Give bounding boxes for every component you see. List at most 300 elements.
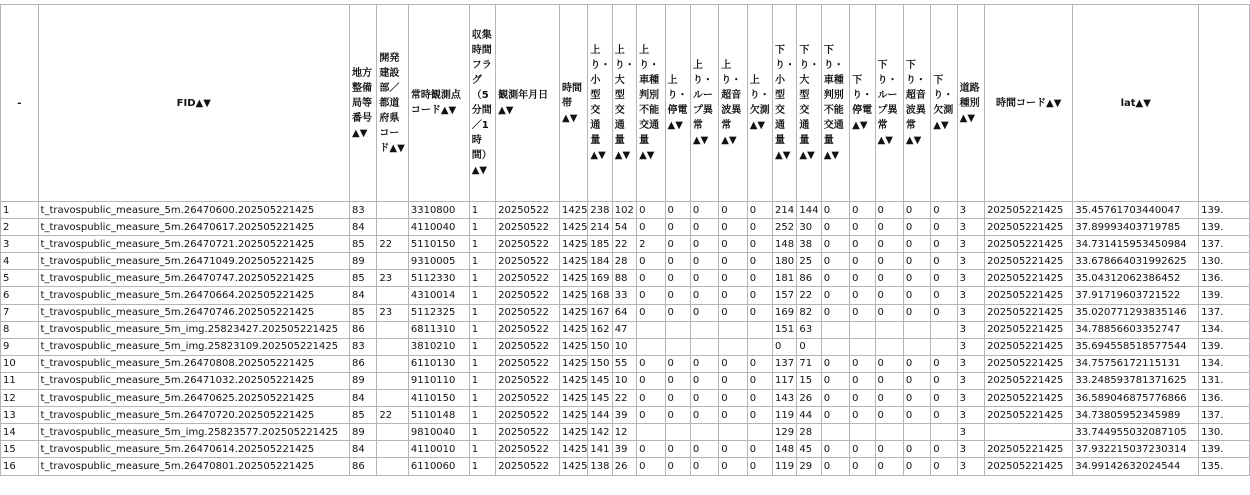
cell-lon: 139.: [1199, 441, 1250, 458]
cell-c9: 0: [637, 441, 665, 458]
table-row[interactable]: [1, 287, 1250, 304]
cell-fid: t_travospublic_measure_5m.26470801.202505221425: [38, 458, 349, 475]
cell-c7: 150: [588, 355, 612, 372]
cell-c1: 85: [350, 236, 377, 253]
cell-c17: 0: [850, 219, 875, 236]
cell-c2: [377, 321, 408, 338]
cell-c22: 202505221425: [985, 219, 1073, 236]
cell-c22: 202505221425: [985, 253, 1073, 270]
table-row[interactable]: [1, 338, 1250, 355]
cell-c1: 84: [350, 441, 377, 458]
cell-c9: 0: [637, 253, 665, 270]
cell-c6: 1425: [560, 458, 588, 475]
cell-idx: 2: [1, 219, 39, 236]
cell-c17: 0: [850, 253, 875, 270]
cell-idx: 15: [1, 441, 39, 458]
cell-c4: 1: [469, 372, 495, 389]
cell-c19: [903, 338, 930, 355]
cell-c20: 0: [931, 202, 957, 219]
cell-fid: t_travospublic_measure_5m_img.25823427.202505221425: [38, 321, 349, 338]
cell-c13: 0: [747, 458, 772, 475]
cell-c14: 119: [773, 458, 797, 475]
cell-c17: 0: [850, 287, 875, 304]
table-row[interactable]: [1, 304, 1250, 321]
table-row[interactable]: [1, 407, 1250, 424]
column-header-c9[interactable]: 上り・車種判別不能交通量▲▼: [637, 5, 665, 202]
cell-c1: 83: [350, 338, 377, 355]
cell-c12: 0: [719, 372, 747, 389]
cell-lat: 35.45761703440047: [1073, 202, 1199, 219]
cell-c18: 0: [875, 441, 903, 458]
cell-c6: 1425: [560, 219, 588, 236]
table-row[interactable]: [1, 390, 1250, 407]
table-row[interactable]: [1, 253, 1250, 270]
cell-c6: 1425: [560, 270, 588, 287]
cell-c14: 214: [773, 202, 797, 219]
cell-c17: [850, 321, 875, 338]
cell-c9: 0: [637, 202, 665, 219]
cell-c7: 169: [588, 270, 612, 287]
cell-lat: 34.731415953450984: [1073, 236, 1199, 253]
cell-c19: 0: [903, 372, 930, 389]
cell-c7: 141: [588, 441, 612, 458]
cell-c14: 157: [773, 287, 797, 304]
cell-c7: 144: [588, 407, 612, 424]
cell-c22: 202505221425: [985, 270, 1073, 287]
cell-c17: 0: [850, 355, 875, 372]
cell-c9: [637, 424, 665, 441]
cell-c12: 0: [719, 390, 747, 407]
cell-c20: [931, 321, 957, 338]
column-header-c19[interactable]: 下り・超音波異常▲▼: [903, 5, 930, 202]
cell-lat: 35.04312062386452: [1073, 270, 1199, 287]
cell-c6: 1425: [560, 372, 588, 389]
cell-c21: 3: [957, 202, 984, 219]
cell-c3: 6811310: [408, 321, 469, 338]
cell-c3: 6110060: [408, 458, 469, 475]
cell-c2: [377, 355, 408, 372]
cell-c17: 0: [850, 304, 875, 321]
cell-c6: 1425: [560, 202, 588, 219]
cell-lon: 135.: [1199, 458, 1250, 475]
cell-c1: 84: [350, 390, 377, 407]
cell-c9: 0: [637, 219, 665, 236]
cell-c12: [719, 321, 747, 338]
column-header-c16[interactable]: 下り・車種判別不能交通量▲▼: [821, 5, 849, 202]
cell-c17: 0: [850, 372, 875, 389]
cell-c8: 26: [612, 458, 636, 475]
cell-c10: 0: [665, 407, 690, 424]
cell-c14: 143: [773, 390, 797, 407]
cell-c8: 102: [612, 202, 636, 219]
cell-c8: 12: [612, 424, 636, 441]
cell-fid: t_travospublic_measure_5m.26470664.202505221425: [38, 287, 349, 304]
cell-c17: 0: [850, 407, 875, 424]
cell-c18: 0: [875, 253, 903, 270]
cell-c13: 0: [747, 253, 772, 270]
column-header-c4[interactable]: 収集時間フラグ（5分間／1時間）▲▼: [469, 5, 495, 202]
cell-c10: 0: [665, 372, 690, 389]
cell-c8: 64: [612, 304, 636, 321]
cell-c6: 1425: [560, 424, 588, 441]
column-header-c5[interactable]: 観測年月日▲▼: [496, 5, 560, 202]
cell-c21: 3: [957, 236, 984, 253]
table-row[interactable]: [1, 202, 1250, 219]
cell-c22: 202505221425: [985, 338, 1073, 355]
cell-lat: 34.78856603352747: [1073, 321, 1199, 338]
cell-c4: 1: [469, 338, 495, 355]
cell-c15: 26: [797, 390, 821, 407]
cell-lon: 131.: [1199, 372, 1250, 389]
cell-c11: 0: [690, 304, 718, 321]
cell-lat: 34.73805952345989: [1073, 407, 1199, 424]
cell-c3: 9810040: [408, 424, 469, 441]
cell-c5: 20250522: [496, 304, 560, 321]
cell-c21: 3: [957, 253, 984, 270]
cell-c3: 5112325: [408, 304, 469, 321]
cell-idx: 16: [1, 458, 39, 475]
cell-c22: 202505221425: [985, 458, 1073, 475]
cell-c16: 0: [821, 287, 849, 304]
cell-lat: 35.694558518577544: [1073, 338, 1199, 355]
cell-c14: 119: [773, 407, 797, 424]
cell-idx: 1: [1, 202, 39, 219]
cell-c20: [931, 338, 957, 355]
cell-c4: 1: [469, 270, 495, 287]
cell-c18: [875, 338, 903, 355]
cell-c13: 0: [747, 236, 772, 253]
cell-c11: 0: [690, 458, 718, 475]
cell-c2: 22: [377, 236, 408, 253]
cell-c7: 185: [588, 236, 612, 253]
cell-c20: 0: [931, 270, 957, 287]
cell-c2: 23: [377, 304, 408, 321]
cell-c4: 1: [469, 458, 495, 475]
cell-c20: 0: [931, 219, 957, 236]
column-header-lat[interactable]: lat▲▼: [1073, 5, 1199, 202]
cell-c11: 0: [690, 390, 718, 407]
cell-c10: 0: [665, 202, 690, 219]
column-header-c21[interactable]: 道路種別▲▼: [957, 5, 984, 202]
cell-fid: t_travospublic_measure_5m.26470721.202505221425: [38, 236, 349, 253]
cell-c7: 150: [588, 338, 612, 355]
cell-c2: [377, 441, 408, 458]
cell-c17: 0: [850, 202, 875, 219]
cell-c5: 20250522: [496, 424, 560, 441]
cell-c5: 20250522: [496, 253, 560, 270]
cell-c22: 202505221425: [985, 355, 1073, 372]
table-row[interactable]: [1, 321, 1250, 338]
column-header-c2[interactable]: 開発建設部／都道府県コード▲▼: [377, 5, 408, 202]
column-header-c1[interactable]: 地方整備局等番号▲▼: [350, 5, 377, 202]
cell-idx: 8: [1, 321, 39, 338]
cell-c4: 1: [469, 390, 495, 407]
cell-c12: 0: [719, 355, 747, 372]
cell-lon: 134.: [1199, 321, 1250, 338]
cell-c15: 22: [797, 287, 821, 304]
cell-c19: 0: [903, 304, 930, 321]
cell-c20: 0: [931, 390, 957, 407]
cell-c15: 82: [797, 304, 821, 321]
column-header-c6[interactable]: 時間帯▲▼: [560, 5, 588, 202]
cell-c21: 3: [957, 270, 984, 287]
cell-c14: 180: [773, 253, 797, 270]
cell-c10: 0: [665, 458, 690, 475]
cell-idx: 12: [1, 390, 39, 407]
cell-c7: 142: [588, 424, 612, 441]
cell-c4: 1: [469, 287, 495, 304]
cell-c10: [665, 321, 690, 338]
column-header-c20[interactable]: 下り・欠測▲▼: [931, 5, 957, 202]
cell-c17: 0: [850, 441, 875, 458]
cell-c18: [875, 321, 903, 338]
cell-c20: 0: [931, 236, 957, 253]
cell-c7: 167: [588, 304, 612, 321]
cell-c5: 20250522: [496, 202, 560, 219]
cell-c10: 0: [665, 390, 690, 407]
cell-c16: 0: [821, 458, 849, 475]
cell-c22: 202505221425: [985, 287, 1073, 304]
cell-c10: 0: [665, 355, 690, 372]
cell-c11: 0: [690, 287, 718, 304]
cell-lon: 139.: [1199, 287, 1250, 304]
cell-c18: 0: [875, 202, 903, 219]
column-header-c18[interactable]: 下り・ループ異常▲▼: [875, 5, 903, 202]
cell-c12: 0: [719, 407, 747, 424]
cell-c10: [665, 424, 690, 441]
cell-c13: 0: [747, 287, 772, 304]
cell-c9: 0: [637, 407, 665, 424]
cell-c16: 0: [821, 304, 849, 321]
cell-c4: 1: [469, 407, 495, 424]
cell-c11: 0: [690, 219, 718, 236]
cell-c2: [377, 202, 408, 219]
cell-c13: 0: [747, 372, 772, 389]
cell-c4: 1: [469, 321, 495, 338]
table-row[interactable]: [1, 355, 1250, 372]
cell-c13: 0: [747, 441, 772, 458]
column-header-c12[interactable]: 上り・超音波異常▲▼: [719, 5, 747, 202]
cell-c3: 6110130: [408, 355, 469, 372]
column-header-idx[interactable]: -: [1, 5, 39, 202]
cell-lat: 33.248593781371625: [1073, 372, 1199, 389]
cell-c5: 20250522: [496, 287, 560, 304]
cell-c11: [690, 321, 718, 338]
cell-c3: 9110110: [408, 372, 469, 389]
cell-c21: 3: [957, 407, 984, 424]
cell-c9: [637, 338, 665, 355]
cell-c8: 47: [612, 321, 636, 338]
cell-c4: 1: [469, 253, 495, 270]
cell-c3: 4310014: [408, 287, 469, 304]
column-header-c7[interactable]: 上り・小型交通量▲▼: [588, 5, 612, 202]
cell-c1: 83: [350, 202, 377, 219]
cell-c15: 45: [797, 441, 821, 458]
table-row[interactable]: [1, 219, 1250, 236]
cell-lon: 139.: [1199, 338, 1250, 355]
cell-c15: 29: [797, 458, 821, 475]
cell-c1: 84: [350, 287, 377, 304]
cell-lat: 37.932215037230314: [1073, 441, 1199, 458]
cell-c15: 0: [797, 338, 821, 355]
cell-lon: 136.: [1199, 390, 1250, 407]
cell-c17: [850, 338, 875, 355]
cell-c1: 86: [350, 321, 377, 338]
cell-c4: 1: [469, 219, 495, 236]
cell-c8: 39: [612, 407, 636, 424]
cell-c16: 0: [821, 441, 849, 458]
cell-c2: 22: [377, 407, 408, 424]
cell-c3: 4110150: [408, 390, 469, 407]
cell-c1: 89: [350, 253, 377, 270]
cell-c16: 0: [821, 407, 849, 424]
cell-c11: 0: [690, 253, 718, 270]
cell-c1: 89: [350, 372, 377, 389]
cell-c11: 0: [690, 270, 718, 287]
cell-c11: 0: [690, 202, 718, 219]
cell-c10: 0: [665, 441, 690, 458]
cell-c18: 0: [875, 355, 903, 372]
cell-c21: 3: [957, 355, 984, 372]
cell-c6: 1425: [560, 355, 588, 372]
cell-lon: 137.: [1199, 407, 1250, 424]
cell-fid: t_travospublic_measure_5m_img.25823577.202505221425: [38, 424, 349, 441]
column-header-c14[interactable]: 下り・小型交通量▲▼: [773, 5, 797, 202]
cell-lat: 37.89993403719785: [1073, 219, 1199, 236]
cell-c13: 0: [747, 304, 772, 321]
cell-idx: 4: [1, 253, 39, 270]
cell-c21: 3: [957, 390, 984, 407]
cell-c15: 15: [797, 372, 821, 389]
cell-c19: 0: [903, 202, 930, 219]
cell-c16: 0: [821, 236, 849, 253]
cell-c10: 0: [665, 253, 690, 270]
cell-c10: 0: [665, 236, 690, 253]
cell-c3: 3810210: [408, 338, 469, 355]
column-header-c15[interactable]: 下り・大型交通量▲▼: [797, 5, 821, 202]
cell-c13: 0: [747, 355, 772, 372]
column-header-c3[interactable]: 常時観測点コード▲▼: [408, 5, 469, 202]
cell-c16: [821, 338, 849, 355]
cell-c10: [665, 338, 690, 355]
column-header-c11[interactable]: 上り・ループ異常▲▼: [690, 5, 718, 202]
cell-c2: [377, 219, 408, 236]
cell-c20: 0: [931, 458, 957, 475]
cell-c5: 20250522: [496, 236, 560, 253]
column-header-c17[interactable]: 下り・停電▲▼: [850, 5, 875, 202]
column-header-c13[interactable]: 上り・欠測▲▼: [747, 5, 772, 202]
column-header-c8[interactable]: 上り・大型交通量▲▼: [612, 5, 636, 202]
table-row[interactable]: [1, 441, 1250, 458]
cell-lon: 136.: [1199, 270, 1250, 287]
cell-c14: 252: [773, 219, 797, 236]
cell-c16: 0: [821, 390, 849, 407]
cell-c18: 0: [875, 458, 903, 475]
cell-c20: 0: [931, 304, 957, 321]
column-header-c10[interactable]: 上り・停電▲▼: [665, 5, 690, 202]
cell-c14: 117: [773, 372, 797, 389]
column-header-fid[interactable]: FID▲▼: [38, 5, 349, 202]
cell-c19: 0: [903, 219, 930, 236]
table-row[interactable]: [1, 236, 1250, 253]
cell-c14: 148: [773, 236, 797, 253]
cell-c16: 0: [821, 219, 849, 236]
cell-c5: 20250522: [496, 441, 560, 458]
cell-c15: 144: [797, 202, 821, 219]
cell-c12: 0: [719, 304, 747, 321]
column-header-c22[interactable]: 時間コード▲▼: [985, 5, 1073, 202]
cell-lat: 35.020771293835146: [1073, 304, 1199, 321]
cell-c7: 138: [588, 458, 612, 475]
cell-c18: 0: [875, 304, 903, 321]
cell-c3: 5112330: [408, 270, 469, 287]
table-row[interactable]: [1, 270, 1250, 287]
cell-c10: 0: [665, 287, 690, 304]
cell-fid: t_travospublic_measure_5m.26470746.202505221425: [38, 304, 349, 321]
cell-c18: 0: [875, 219, 903, 236]
table-row[interactable]: [1, 372, 1250, 389]
cell-c14: 169: [773, 304, 797, 321]
cell-lat: 34.75756172115131: [1073, 355, 1199, 372]
cell-c4: 1: [469, 202, 495, 219]
cell-c12: [719, 338, 747, 355]
cell-lon: 139.: [1199, 219, 1250, 236]
cell-c13: 0: [747, 390, 772, 407]
cell-c12: 0: [719, 458, 747, 475]
cell-c6: 1425: [560, 407, 588, 424]
cell-c18: 0: [875, 390, 903, 407]
cell-idx: 3: [1, 236, 39, 253]
cell-c22: 202505221425: [985, 304, 1073, 321]
header-row: [1, 5, 1250, 202]
cell-c5: 20250522: [496, 338, 560, 355]
cell-c17: [850, 424, 875, 441]
cell-c3: 4110040: [408, 219, 469, 236]
cell-c2: [377, 338, 408, 355]
cell-c11: 0: [690, 407, 718, 424]
cell-c15: 28: [797, 424, 821, 441]
cell-c6: 1425: [560, 390, 588, 407]
cell-c8: 88: [612, 270, 636, 287]
cell-c4: 1: [469, 304, 495, 321]
cell-c6: 1425: [560, 287, 588, 304]
cell-lat: 34.99142632024544: [1073, 458, 1199, 475]
cell-c11: 0: [690, 236, 718, 253]
cell-c15: 63: [797, 321, 821, 338]
cell-c9: 0: [637, 372, 665, 389]
table-row[interactable]: [1, 424, 1250, 441]
cell-c8: 54: [612, 219, 636, 236]
cell-c8: 10: [612, 338, 636, 355]
cell-c19: 0: [903, 355, 930, 372]
cell-c19: 0: [903, 270, 930, 287]
cell-c22: 202505221425: [985, 372, 1073, 389]
cell-c5: 20250522: [496, 390, 560, 407]
cell-fid: t_travospublic_measure_5m.26470614.202505221425: [38, 441, 349, 458]
cell-c17: 0: [850, 270, 875, 287]
cell-lon: 134.: [1199, 355, 1250, 372]
table-row[interactable]: [1, 458, 1250, 475]
cell-c3: 4110010: [408, 441, 469, 458]
column-header-lon[interactable]: [1199, 5, 1250, 202]
cell-c5: 20250522: [496, 219, 560, 236]
cell-c4: 1: [469, 236, 495, 253]
cell-c16: [821, 321, 849, 338]
cell-idx: 9: [1, 338, 39, 355]
cell-c5: 20250522: [496, 407, 560, 424]
cell-idx: 14: [1, 424, 39, 441]
cell-c8: 55: [612, 355, 636, 372]
